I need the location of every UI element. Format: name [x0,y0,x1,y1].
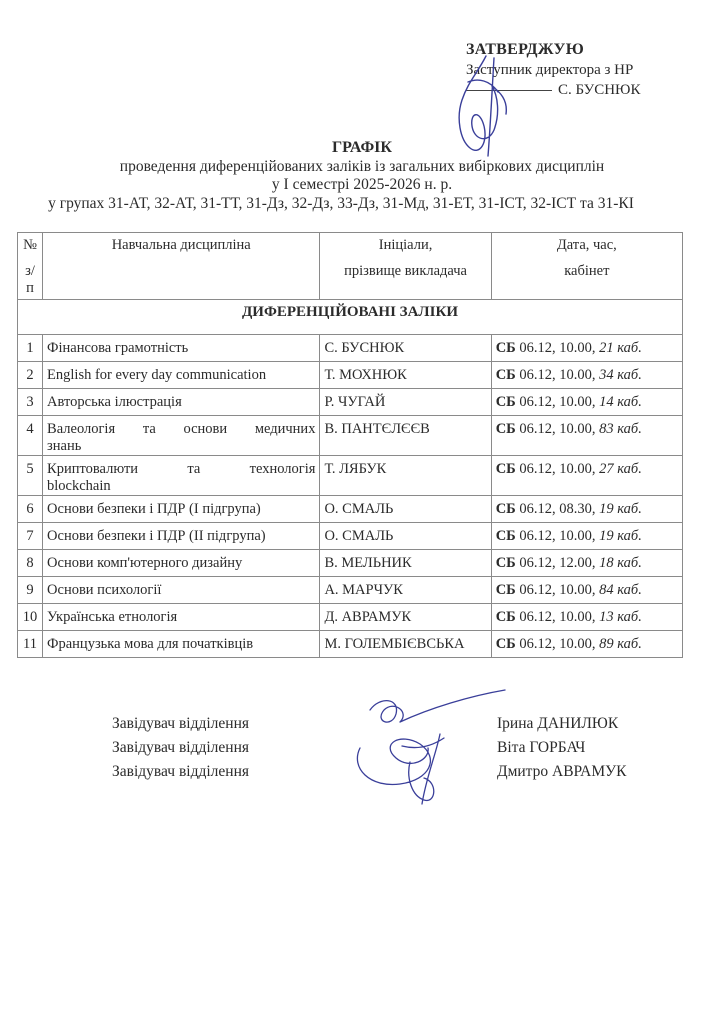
row-teacher: В. МЕЛЬНИК [320,550,491,577]
approval-name: С. БУСНЮК [558,82,641,98]
row-date: СБ 06.12, 10.00, 21 каб. [491,335,682,362]
row-number: 4 [18,416,43,456]
row-number: 1 [18,335,43,362]
row-teacher: О. СМАЛЬ [320,523,491,550]
table-row [18,550,683,577]
signatory-name: Ірина ДАНИЛЮК [497,715,619,732]
row-discipline: Авторська ілюстрація [43,389,320,416]
signatory-names [497,712,626,784]
signatory-name: Віта ГОРБАЧ [497,739,586,756]
row-number: 6 [18,496,43,523]
column-header-date: Дата, час, кабінет [491,233,682,300]
row-teacher: О. СМАЛЬ [320,496,491,523]
signatory-name: Дмитро АВРАМУК [497,763,627,780]
row-number: 10 [18,604,43,631]
table-row [18,362,683,389]
table-row [18,456,683,496]
row-teacher: С. БУСНЮК [320,335,491,362]
row-number: 7 [18,523,43,550]
schedule-table [17,232,683,658]
groups-line: у групах 31-АТ, 32-АТ, 31-ТТ, 31-Дз, 32-Дз, 33-Дз, 31-Мд, 31-ЕТ, 31-ІСТ, 32-ІСТ та 31-КІ [48,194,634,212]
row-date: СБ 06.12, 10.00, 14 каб. [491,389,682,416]
signatory-role: Завідувач відділення [112,715,249,732]
table-row [18,416,683,456]
signatory-role: Завідувач відділення [112,739,249,756]
approval-title: ЗАТВЕРДЖУЮ [466,41,585,58]
row-discipline: Французька мова для початківців [43,631,320,658]
row-number: 11 [18,631,43,658]
section-row [18,300,683,335]
document-title: ГРАФІК [331,139,393,156]
signatory-roles [112,712,249,784]
row-teacher: Р. ЧУГАЙ [320,389,491,416]
row-number: 5 [18,456,43,496]
row-discipline: Валеологія та основи медичних знань [43,416,320,456]
row-date: СБ 06.12, 10.00, 27 каб. [491,456,682,496]
row-date: СБ 06.12, 10.00, 34 каб. [491,362,682,389]
row-date: СБ 06.12, 10.00, 84 каб. [491,577,682,604]
row-teacher: А. МАРЧУК [320,577,491,604]
document-subtitle: проведення диференційованих заліків із загальних вибіркових дисциплін [119,157,605,175]
row-number: 9 [18,577,43,604]
approval-position: Заступник директора з НР [466,62,634,78]
row-date: СБ 06.12, 08.30, 19 каб. [491,496,682,523]
row-date: СБ 06.12, 10.00, 13 каб. [491,604,682,631]
row-number: 8 [18,550,43,577]
row-teacher: В. ПАНТЄЛЄЄВ [320,416,491,456]
table-row [18,389,683,416]
row-teacher: Т. ЛЯБУК [320,456,491,496]
column-header-number: № з/п [18,233,43,300]
row-discipline: Основи безпеки і ПДР (І підгрупа) [43,496,320,523]
row-date: СБ 06.12, 10.00, 89 каб. [491,631,682,658]
column-header-teacher: Ініціали, прізвище викладача [320,233,491,300]
table-row [18,523,683,550]
row-teacher: Д. АВРАМУК [320,604,491,631]
row-discipline: Основи психології [43,577,320,604]
row-discipline: Основи комп'ютерного дизайну [43,550,320,577]
table-row [18,496,683,523]
department-heads-signature-icon [340,688,510,808]
row-discipline: English for every day communication [43,362,320,389]
row-discipline: Основи безпеки і ПДР (ІІ підгрупа) [43,523,320,550]
table-header-row [18,233,683,300]
row-teacher: Т. МОХНЮК [320,362,491,389]
table-row [18,577,683,604]
row-number: 3 [18,389,43,416]
signatory-role: Завідувач відділення [112,763,249,780]
section-title: ДИФЕРЕНЦІЙОВАНІ ЗАЛІКИ [18,300,683,335]
semester-line: у І семестрі 2025-2026 н. р. [271,176,453,193]
column-header-discipline: Навчальна дисципліна [43,233,320,300]
table-row [18,335,683,362]
row-discipline: Українська етнологія [43,604,320,631]
row-number: 2 [18,362,43,389]
row-teacher: М. ГОЛЕМБІЄВСЬКА [320,631,491,658]
row-date: СБ 06.12, 10.00, 19 каб. [491,523,682,550]
table-row [18,604,683,631]
row-date: СБ 06.12, 12.00, 18 каб. [491,550,682,577]
row-date: СБ 06.12, 10.00, 83 каб. [491,416,682,456]
row-discipline: Фінансова грамотність [43,335,320,362]
table-row [18,631,683,658]
row-discipline: Криптовалюти та технологія blockchain [43,456,320,496]
document-header [0,139,724,213]
